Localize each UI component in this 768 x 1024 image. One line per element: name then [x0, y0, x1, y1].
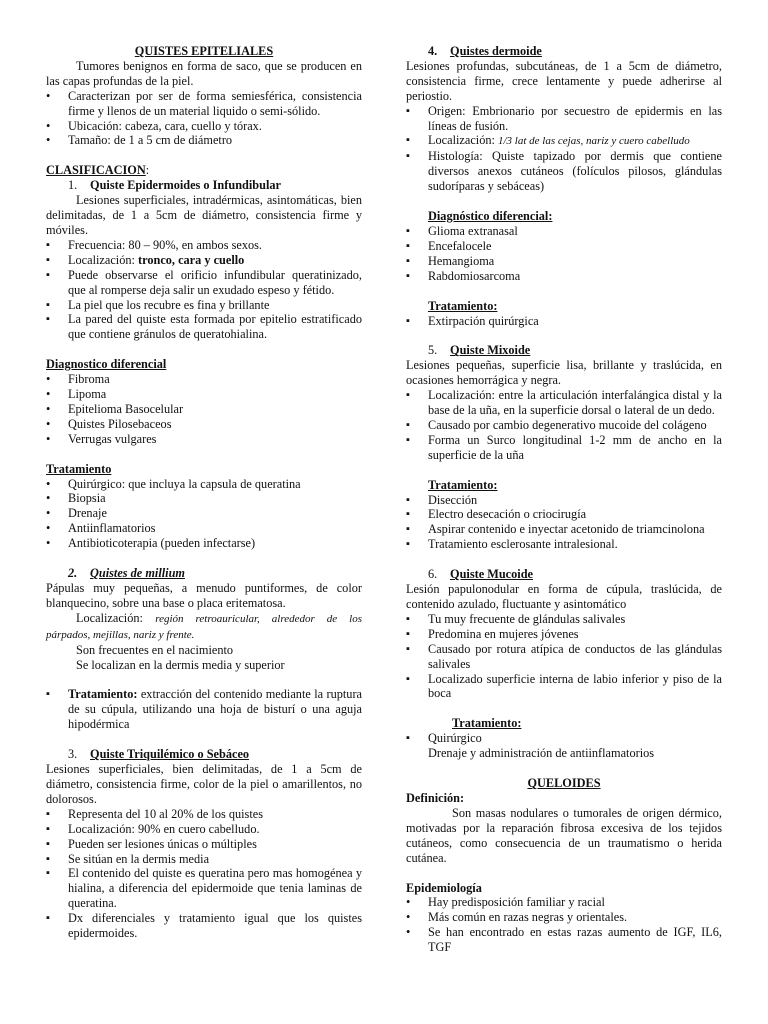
- section-4-dd-heading: Diagnóstico diferencial:: [428, 209, 553, 224]
- list-item: ▪ Tratamiento esclerosante intralesional.: [406, 537, 722, 552]
- list-item: ▪ Histología: Quiste tapizado por dermis que contiene diversos anexos cutáneos (folículos pilosos, glándulas sudoríparas y sebáceas): [406, 149, 722, 194]
- list-item: ▪ Quirúrgico: [406, 731, 722, 746]
- section-6-tx-line: Drenaje y administración de antiinflamatorios: [428, 746, 655, 761]
- section-6-heading: 6. Quiste Mucoide: [428, 567, 533, 582]
- list-item: ▪ Localización: tronco, cara y cuello: [46, 253, 362, 268]
- intro-list: [46, 89, 362, 149]
- list-item: ▪ Localizado superficie interna de labio inferior y piso de la boca: [406, 672, 722, 702]
- list-item: ▪ Dx diferenciales y tratamiento igual que los quistes epidermoides.: [46, 911, 362, 941]
- list-item: ▪ Extirpación quirúrgica: [406, 314, 722, 329]
- list-item: ▪ Hemangioma: [406, 254, 722, 269]
- list-item: ▪ Pueden ser lesiones únicas o múltiples: [46, 837, 362, 852]
- list-item: ▪ Representa del 10 al 20% de los quistes: [46, 807, 362, 822]
- list-item: ▪ Puede observarse el orificio infundibular queratinizado, que al romperse deja salir un exudado espeso y fétido.: [46, 268, 362, 298]
- list-item: ▪ Electro desecación o criocirugía: [406, 507, 722, 522]
- section-4-list: [406, 104, 722, 194]
- list-item: ▪ Localización: 1/3 lat de las cejas, nariz y cuero cabelludo: [406, 133, 722, 149]
- section-1-list: [46, 238, 362, 342]
- differential-diagnosis-list: [46, 372, 362, 447]
- section-6-tx-list: [406, 731, 722, 746]
- section-2-location: Localización: región retroauricular, alrededor de los párpados, mejillas, nariz y frente.: [46, 610, 362, 641]
- list-item: ▪ Frecuencia: 80 – 90%, en ambos sexos.: [46, 238, 362, 253]
- section-5-tx-list: [406, 493, 722, 553]
- list-item: • Tamaño: de 1 a 5 cm de diámetro: [46, 133, 362, 148]
- section-1-heading: 1. Quiste Epidermoides o Infundibular: [68, 178, 281, 193]
- list-item: • Ubicación: cabeza, cara, cuello y tórax.: [46, 119, 362, 134]
- section-2-treatment-list: [46, 687, 362, 732]
- list-item: ▪ Encefalocele: [406, 239, 722, 254]
- classification-heading: CLASIFICACION:: [46, 163, 150, 178]
- section-3-list: [46, 807, 362, 941]
- list-item: ▪ Localización: 90% en cuero cabelludo.: [46, 822, 362, 837]
- section-3-description: Lesiones superficiales, bien delimitadas, de 1 a 5cm de diámetro, consistencia firme, color de la piel o amarillentos, no dolorosos.: [46, 762, 362, 806]
- section-2-heading: 2. Quistes de millium: [68, 566, 185, 581]
- section-4-tx-list: [406, 314, 722, 329]
- section-3-heading: 3. Quiste Triquilémico o Sebáceo: [68, 747, 250, 762]
- section-4-description: Lesiones profundas, subcutáneas, de 1 a 5cm de diámetro, consistencia firme, crece lentamente y puede adherirse al periostio.: [406, 58, 722, 103]
- section-2-line: Son frecuentes en el nacimiento: [76, 642, 234, 657]
- list-item: ▪ Causado por cambio degenerativo mucoide del colágeno: [406, 418, 722, 433]
- epidemiology-heading: Epidemiología: [406, 880, 482, 895]
- section-2-description: Pápulas muy pequeñas, a menudo puntiformes, de color blanquecino, sobre una base o placa eritematosa.: [46, 581, 362, 610]
- section-6-list: [406, 612, 722, 701]
- intro-paragraph: Tumores benignos en forma de saco, que se producen en las capas profundas de la piel.: [46, 58, 362, 88]
- treatment-list: [46, 477, 362, 552]
- list-item: ▪ Rabdomiosarcoma: [406, 269, 722, 284]
- section-5-list: [406, 388, 722, 463]
- list-item: ▪ La piel que los recubre es fina y brillante: [46, 298, 362, 313]
- definition-heading: Definición:: [406, 790, 465, 805]
- list-item: ▪ Aspirar contenido e inyectar acetonido de triamcinolona: [406, 522, 722, 537]
- list-item: • Caracterizan por ser de forma semiesférica, consistencia firme y llenos de un material liquido o semi-sólido.: [46, 89, 362, 119]
- list-item: • Antiinflamatorios: [46, 521, 362, 536]
- list-item: ▪ Localización: entre la articulación interfalángica distal y la base de la uña, en la superficie dorsal o lateral de un dedo.: [406, 388, 722, 418]
- list-item: ▪ Disección: [406, 493, 722, 508]
- list-item: ▪ Tratamiento: extracción del contenido mediante la ruptura de su cúpula, utilizando una hoja de bisturí o una aguja hipodérmica: [46, 687, 362, 732]
- list-item: ▪ La pared del quiste esta formada por epitelio estratificado que contiene gránulos de queratohialina.: [46, 312, 362, 342]
- list-item: • Hay predisposición familiar y racial: [406, 895, 722, 910]
- left-column: [46, 44, 362, 941]
- section-4-tx-heading: Tratamiento:: [428, 298, 498, 313]
- list-item: • Epitelioma Basocelular: [46, 402, 362, 417]
- list-item: • Quirúrgico: que incluya la capsula de queratina: [46, 477, 362, 492]
- right-column: [406, 44, 722, 955]
- section-4-heading: 4. Quistes dermoide: [428, 44, 542, 58]
- list-item: • Fibroma: [46, 372, 362, 387]
- list-item: ▪ Se sitúan en la dermis media: [46, 852, 362, 867]
- section-5-description: Lesiones pequeñas, superficie lisa, brillante y traslúcida, en ocasiones hemorrágica y negra.: [406, 358, 722, 388]
- list-item: ▪ Causado por rotura atípica de conductos de las glándulas salivales: [406, 642, 722, 672]
- list-item: ▪ El contenido del quiste es queratina pero mas homogénea y hialina, a diferencia del epidermoide que tenia laminas de queratina.: [46, 866, 362, 911]
- section-6-description: Lesión papulonodular en forma de cúpula, traslúcida, de contenido azulado, fluctuante y asintomático: [406, 582, 722, 611]
- epidemiology-list: [406, 895, 722, 955]
- treatment-heading: Tratamiento: [46, 461, 112, 476]
- list-item: ▪ Tu muy frecuente de glándulas salivales: [406, 612, 722, 627]
- list-item: ▪ Glioma extranasal: [406, 224, 722, 239]
- section-6-tx-heading: Tratamiento:: [452, 716, 522, 731]
- section-2-line: Se localizan en la dermis media y superior: [76, 657, 285, 672]
- list-item: • Biopsia: [46, 491, 362, 506]
- section-5-heading: 5. Quiste Mixoide: [428, 343, 531, 358]
- list-item: • Drenaje: [46, 506, 362, 521]
- list-item: • Lipoma: [46, 387, 362, 402]
- list-item: • Antibioticoterapia (pueden infectarse): [46, 536, 362, 551]
- list-item: ▪ Predomina en mujeres jóvenes: [406, 627, 722, 642]
- list-item: • Quistes Pilosebaceos: [46, 417, 362, 432]
- section-1-description: Lesiones superficiales, intradérmicas, asintomáticas, bien delimitadas, de 1 a 5cm de diámetro, consistencia firme y móviles.: [46, 193, 362, 237]
- list-item: • Más común en razas negras y orientales.: [406, 910, 722, 925]
- section-4-dd-list: [406, 224, 722, 284]
- section-5-tx-heading: Tratamiento:: [428, 477, 498, 492]
- definition-text: Son masas nodulares o tumorales de origen dérmico, motivadas por la reparación fibrosa excesiva de los tejidos cutáneos, como consecuencia de un traumatismo o herida cutánea.: [406, 805, 722, 865]
- list-item: ▪ Origen: Embrionario por secuestro de epidermis en las líneas de fusión.: [406, 104, 722, 134]
- differential-diagnosis-heading: Diagnostico diferencial: [46, 357, 167, 372]
- list-item: • Se han encontrado en estas razas aumento de IGF, IL6, TGF: [406, 925, 722, 955]
- document-title: QUISTES EPITELIALES: [134, 44, 274, 58]
- list-item: ▪ Forma un Surco longitudinal 1-2 mm de ancho en la superficie de la uña: [406, 433, 722, 463]
- queloides-title: QUELOIDES: [527, 776, 601, 791]
- list-item: • Verrugas vulgares: [46, 432, 362, 447]
